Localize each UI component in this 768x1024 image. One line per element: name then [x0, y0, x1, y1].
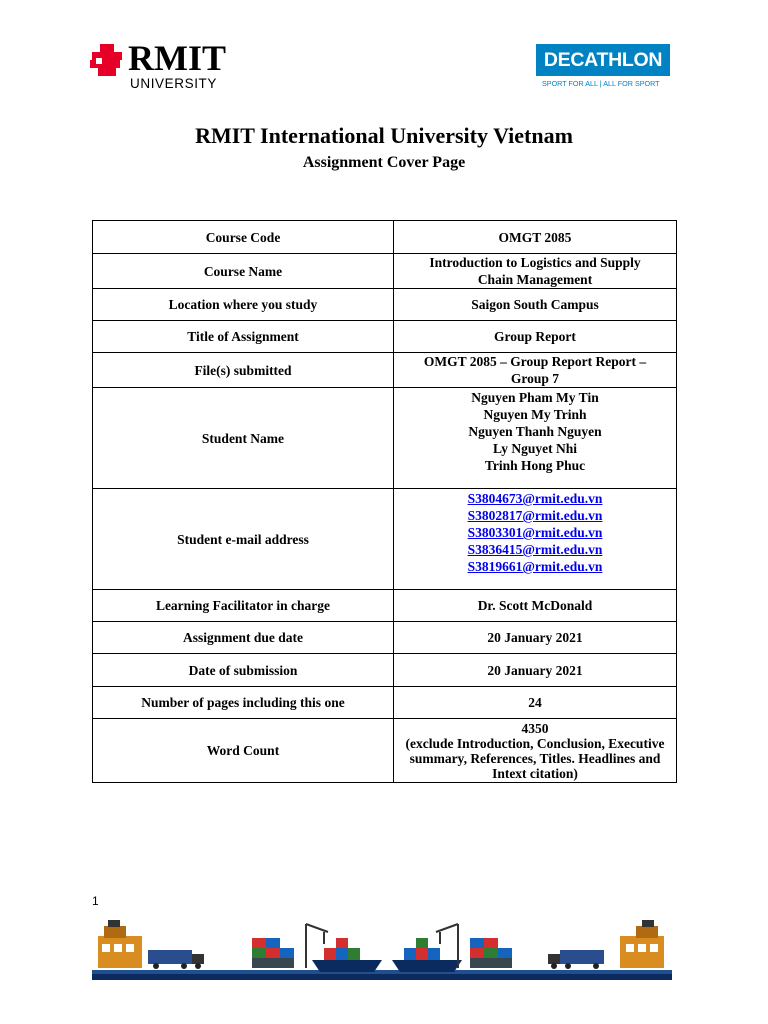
containers-icon [252, 938, 294, 968]
course-name-line: Chain Management [477, 272, 593, 287]
files-submitted-label: File(s) submitted [93, 353, 394, 388]
rmit-wordmark: RMIT [128, 38, 226, 78]
student-name: Trinh Hong Phuc [484, 458, 586, 473]
ship-icon [392, 938, 462, 972]
course-name-line: Introduction to Logistics and Supply [429, 255, 641, 270]
course-code-label: Course Code [93, 221, 394, 254]
table-row [93, 687, 677, 719]
rmit-pixel-mark-icon [90, 44, 124, 78]
pages-value: 24 [394, 687, 677, 719]
word-count-note: (exclude Introduction, Conclusion, Executive [405, 735, 665, 751]
pages-label: Number of pages including this one [93, 687, 394, 719]
table-row [93, 353, 677, 388]
table-row [93, 254, 677, 289]
student-email-link[interactable]: S3803301@rmit.edu.vn [467, 525, 603, 540]
warehouse-icon [620, 920, 664, 968]
due-date-value: 20 January 2021 [394, 622, 677, 654]
logistics-footer-illustration [92, 918, 672, 982]
course-code-value: OMGT 2085 [394, 221, 677, 254]
location-label: Location where you study [93, 289, 394, 321]
decathlon-tagline: SPORT FOR ALL | ALL FOR SPORT [542, 79, 660, 88]
decathlon-wordmark: DECATHLON [536, 44, 670, 76]
table-row [93, 388, 677, 489]
student-name: Nguyen Pham My Tin [471, 390, 599, 405]
student-name: Ly Nguyet Nhi [492, 441, 577, 456]
student-email-link[interactable]: S3836415@rmit.edu.vn [467, 542, 603, 557]
course-name-label: Course Name [93, 254, 394, 289]
due-date-label: Assignment due date [93, 622, 394, 654]
table-row [93, 489, 677, 590]
submission-date-label: Date of submission [93, 654, 394, 687]
assignment-title-value: Group Report [394, 321, 677, 353]
truck-icon [548, 950, 604, 969]
page-subtitle: Assignment Cover Page [302, 154, 466, 171]
cover-table [92, 220, 677, 783]
table-row [93, 590, 677, 622]
word-count-value [394, 719, 677, 783]
table-row [93, 221, 677, 254]
containers-icon [470, 938, 512, 968]
facilitator-label: Learning Facilitator in charge [93, 590, 394, 622]
table-row [93, 622, 677, 654]
word-count-note: summary, References, Titles. Headlines and [409, 750, 661, 766]
truck-icon [148, 950, 204, 969]
student-email-link[interactable]: S3819661@rmit.edu.vn [467, 559, 603, 574]
files-line: OMGT 2085 – Group Report Report – [423, 354, 647, 369]
page-number: 1 [92, 894, 99, 908]
location-value: Saigon South Campus [394, 289, 677, 321]
assignment-title-label: Title of Assignment [93, 321, 394, 353]
table-row [93, 321, 677, 353]
table-row [93, 719, 677, 783]
table-row [93, 654, 677, 687]
table-row [93, 289, 677, 321]
warehouse-icon [98, 920, 142, 968]
student-email-value [394, 489, 677, 590]
word-count-note: Intext citation) [492, 765, 578, 781]
student-name-label: Student Name [93, 388, 394, 489]
rmit-logo [90, 40, 240, 96]
student-name-value [394, 388, 677, 489]
student-email-label: Student e-mail address [93, 489, 394, 590]
submission-date-value: 20 January 2021 [394, 654, 677, 687]
student-name: Nguyen My Trinh [483, 407, 587, 422]
files-submitted-value [394, 353, 677, 388]
page-title: RMIT International University Vietnam [195, 123, 573, 148]
student-email-link[interactable]: S3802817@rmit.edu.vn [467, 508, 603, 523]
word-count-number: 4350 [521, 720, 549, 736]
word-count-label: Word Count [93, 719, 394, 783]
decathlon-logo [536, 44, 670, 90]
student-name: Nguyen Thanh Nguyen [468, 424, 602, 439]
files-line: Group 7 [510, 371, 560, 386]
student-email-link[interactable]: S3804673@rmit.edu.vn [467, 491, 603, 506]
course-name-value [394, 254, 677, 289]
ship-icon [312, 938, 382, 972]
rmit-university-label: UNIVERSITY [130, 76, 218, 91]
facilitator-value: Dr. Scott McDonald [394, 590, 677, 622]
